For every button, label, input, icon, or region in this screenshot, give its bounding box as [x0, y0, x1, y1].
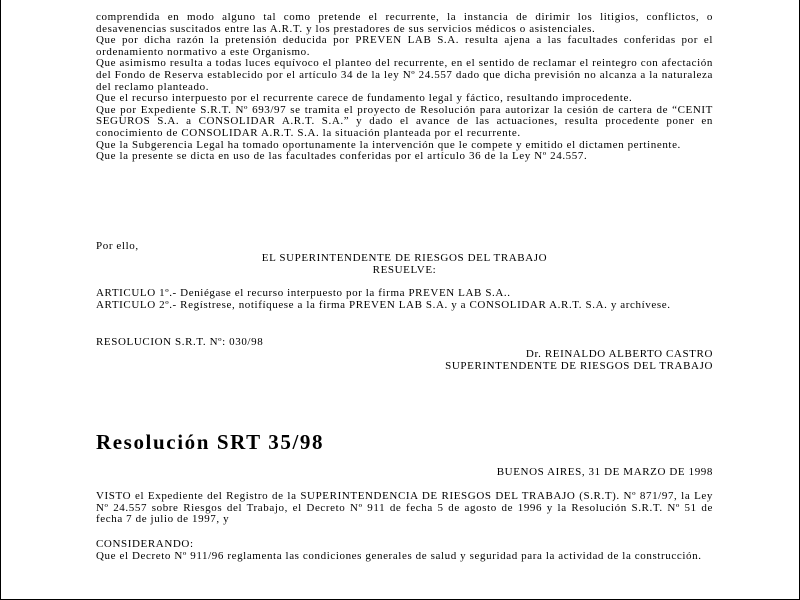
articulo: ARTICULO 1º.- Deniégase el recurso interpuesto por la firma PREVEN LAB S.A..	[96, 287, 511, 299]
paragraph: Que el recurso interpuesto por el recurrente carece de fundamento legal y fáctico, resultando improcedente.	[96, 92, 633, 105]
paragraph: Que el Decreto Nº 911/96 reglamenta las condiciones generales de salud y seguridad para la actividad de la construcción.	[96, 550, 702, 562]
articulos-section	[96, 288, 713, 311]
signature-title: SUPERINTENDENTE DE RIESGOS DEL TRABAJO	[445, 360, 713, 372]
paragraph: Que por dicha razón la pretensión deducida por PREVEN LAB S.A. resulta ajena a las facultades conferidas por el ordenamiento normativo a este Organismo.	[96, 34, 713, 58]
authority-title: EL SUPERINTENDENTE DE RIESGOS DEL TRABAJO	[261, 252, 548, 264]
paragraph: Que la Subgerencia Legal ha tomado oportunamente la intervención que le compete y emitido el dictamen pertinente.	[96, 138, 681, 151]
resolution-date: BUENOS AIRES, 31 DE MARZO DE 1998	[496, 466, 713, 478]
considerando-label: CONSIDERANDO:	[96, 538, 194, 550]
paragraph: comprendida en modo alguno tal como pretende el recurrente, la instancia de dirimir los litigios, conflictos, o desavenencias suscitados entre las A.R.T. y los prestadores de sus servicios médicos o asistenciales.	[96, 11, 713, 35]
por-ello: Por ello,	[96, 240, 139, 252]
resolution-heading: Resolución SRT 35/98	[96, 430, 325, 454]
paragraph: Que por Expediente S.R.T. Nº 693/97 se tramita el proyecto de Resolución para autorizar la cesión de cartera de “CENIT SEGUROS S.A. a CONSOLIDAR A.R.T. S.A.” y dado el avance de las actuaciones, resulta procedente poner en conocimiento de CONSOLIDAR A.R.T. S.A. la situación planteada por el recurrente.	[96, 103, 713, 139]
considerandos-section	[96, 12, 713, 163]
articulo: ARTICULO 2º.- Regístrese, notifíquese a la firma PREVEN LAB S.A. y a CONSOLIDAR A.R.T. S.A. y archívese.	[96, 298, 671, 311]
paragraph: Que asimismo resulta a todas luces equívoco el planteo del recurrente, en el sentido de reclamar el reintegro con afectación del Fondo de Reserva establecido por el artículo 34 de la ley Nº 24.557 dado que dicha previsión no alcanza a la naturaleza del reclamo planteado.	[96, 57, 713, 93]
page-border-left	[0, 0, 1, 600]
paragraph: Que la presente se dicta en uso de las facultades conferidas por el artículo 36 de la Ley Nº 24.557.	[96, 150, 588, 163]
considerando-paragraph	[96, 551, 713, 563]
resuelve-heading: RESUELVE:	[372, 264, 437, 276]
resolucion-number: RESOLUCION S.R.T. Nº: 030/98	[96, 336, 264, 348]
paragraph: VISTO el Expediente del Registro de la SUPERINTENDENCIA DE RIESGOS DEL TRABAJO (S.R.T). Nº 871/97, la Ley Nº 24.557 sobre Riesgos del Trabajo, el Decreto Nº 911 de fecha 5 de agosto de 1996 y la Resolución S.R.T. Nº 51 de fecha 7 de julio de 1997, y	[96, 490, 713, 526]
signature-name: Dr. REINALDO ALBERTO CASTRO	[525, 348, 713, 360]
visto-paragraph	[96, 491, 713, 526]
